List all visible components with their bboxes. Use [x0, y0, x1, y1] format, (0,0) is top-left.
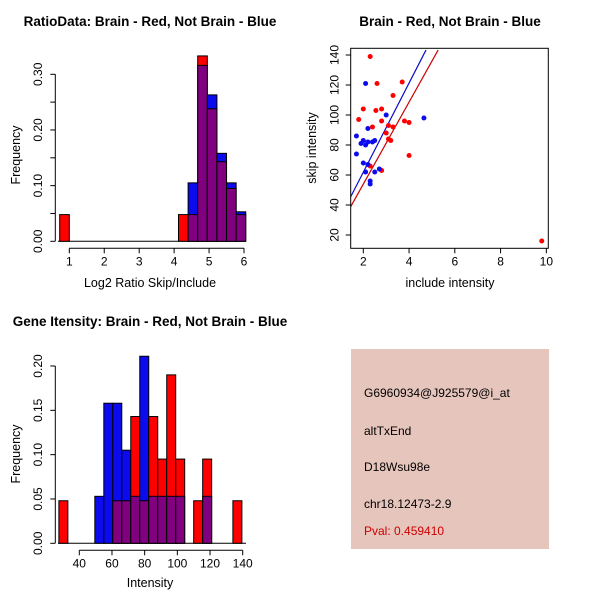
ratio-hist-xlabel: Log2 Ratio Skip/Include: [83, 276, 217, 290]
red-histogram-bar: [60, 215, 70, 242]
gene-intensity-histogram-plot: [0, 300, 300, 600]
red-data-point: [391, 93, 396, 98]
gene-info-box: [351, 349, 549, 549]
overlap-histogram-bar: [176, 496, 185, 543]
x-tick-label: 6: [451, 254, 459, 269]
gene-hist-title: Gene Itensity: Brain - Red, Not Brain - Blue: [12, 314, 288, 329]
overlap-histogram-bar: [236, 215, 246, 242]
overlap-histogram-bar: [203, 496, 212, 543]
red-histogram-bar: [233, 501, 242, 544]
y-tick-label: 40: [327, 198, 342, 212]
gene-hist-ylabel: Frequency: [9, 424, 23, 484]
red-data-point: [400, 80, 405, 85]
panel-gene-intensity-histogram: [0, 300, 300, 600]
x-tick-label: 1: [65, 254, 73, 269]
gene-name-text: D18Wsu98e: [364, 460, 431, 474]
overlap-histogram-bar: [122, 501, 131, 544]
red-data-point: [384, 131, 389, 136]
y-tick-label: 0.30: [31, 62, 45, 86]
scatter-ylabel: skip intensity: [305, 112, 319, 184]
overlap-histogram-bar: [217, 162, 227, 242]
locus-text: chr18.12473-2.9: [364, 497, 452, 511]
overlap-histogram-bar: [149, 496, 158, 543]
x-tick-label: 80: [137, 556, 152, 571]
overlap-histogram-bar: [167, 496, 176, 543]
blue-data-point: [365, 126, 370, 131]
red-data-point: [402, 119, 407, 124]
blue-data-point: [361, 138, 366, 143]
red-data-point: [361, 107, 366, 112]
blue-histogram-bar: [104, 403, 113, 543]
scatter-xlabel: include intensity: [405, 276, 495, 290]
red-histogram-bar: [178, 215, 188, 242]
blue-data-point: [365, 162, 370, 167]
red-data-point: [391, 125, 396, 130]
red-histogram-bar: [194, 501, 203, 544]
y-tick-label: 0.20: [31, 118, 45, 142]
ratio-hist-ylabel: Frequency: [9, 125, 23, 185]
red-data-point: [379, 119, 384, 124]
red-data-point: [375, 81, 380, 86]
y-tick-label: 140: [327, 44, 342, 66]
y-tick-label: 0.10: [31, 442, 45, 467]
x-tick-label: 2: [100, 254, 108, 269]
red-data-point: [388, 138, 393, 143]
x-tick-label: 6: [240, 254, 248, 269]
red-histogram-bar: [59, 501, 68, 544]
overlap-histogram-bar: [158, 496, 167, 543]
y-tick-label: 120: [327, 74, 342, 96]
red-data-point: [407, 120, 412, 125]
blue-data-point: [377, 167, 382, 172]
y-tick-label: 0.00: [31, 229, 45, 253]
y-tick-label: 60: [327, 168, 342, 182]
scatter-title: Brain - Red, Not Brain - Blue: [359, 14, 541, 29]
red-data-point: [373, 108, 378, 113]
y-tick-label: 0.05: [31, 487, 45, 511]
blue-data-point: [384, 113, 389, 118]
x-tick-label: 120: [200, 556, 221, 571]
blue-data-point: [368, 182, 373, 187]
x-tick-label: 2: [359, 254, 367, 269]
panel-intensity-scatter: [300, 0, 600, 300]
ratio-hist-title: RatioData: Brain - Red, Not Brain - Blue: [23, 14, 277, 29]
overlap-histogram-bar: [113, 501, 122, 544]
blue-data-point: [421, 116, 426, 121]
pval-text: Pval: 0.459410: [364, 524, 445, 538]
gene-hist-xlabel: Intensity: [126, 576, 174, 590]
x-tick-label: 4: [170, 254, 178, 269]
y-tick-label: 0.20: [31, 354, 45, 378]
blue-data-point: [361, 161, 366, 166]
y-tick-label: 0.10: [31, 173, 45, 198]
x-tick-label: 8: [497, 254, 504, 269]
x-tick-label: 3: [135, 254, 143, 269]
blue-data-point: [363, 81, 368, 86]
x-tick-label: 140: [232, 556, 253, 571]
x-tick-label: 4: [405, 254, 413, 269]
ratio-histogram-plot: [0, 0, 300, 300]
x-tick-label: 100: [167, 556, 188, 571]
red-data-point: [370, 125, 375, 130]
red-data-point: [379, 107, 384, 112]
overlap-histogram-bar: [207, 109, 217, 241]
y-tick-label: 0.15: [31, 398, 45, 423]
overlap-histogram-bar: [188, 215, 198, 242]
blue-data-point: [354, 152, 359, 157]
y-tick-label: 20: [327, 228, 342, 242]
x-tick-label: 40: [72, 556, 86, 571]
red-data-point: [368, 54, 373, 59]
overlap-histogram-bar: [227, 188, 237, 241]
probe-id-text: G6960934@J925579@i_at: [364, 386, 510, 400]
plot-box: [351, 48, 549, 248]
red-data-point: [407, 153, 412, 158]
panel-gene-info: [300, 300, 600, 600]
blue-histogram-bar: [95, 496, 104, 543]
blue-data-point: [372, 170, 377, 175]
intensity-scatter-plot: [300, 0, 600, 300]
blue-data-point: [372, 138, 377, 143]
x-tick-label: 10: [539, 254, 554, 269]
y-tick-label: 80: [327, 138, 342, 152]
overlap-histogram-bar: [140, 501, 149, 544]
y-tick-label: 100: [327, 104, 342, 126]
event-type-text: altTxEnd: [364, 424, 412, 438]
panel-ratio-histogram: [0, 0, 300, 300]
blue-data-point: [363, 170, 368, 175]
blue-data-point: [354, 134, 359, 139]
red-data-point: [356, 117, 361, 122]
overlap-histogram-bar: [198, 65, 208, 241]
blue-data-point: [365, 140, 370, 145]
red-data-point: [539, 239, 544, 244]
overlap-histogram-bar: [131, 496, 140, 543]
y-tick-label: 0.00: [31, 531, 45, 555]
x-tick-label: 5: [205, 254, 213, 269]
x-tick-label: 60: [105, 556, 119, 571]
red-data-point: [386, 123, 391, 128]
